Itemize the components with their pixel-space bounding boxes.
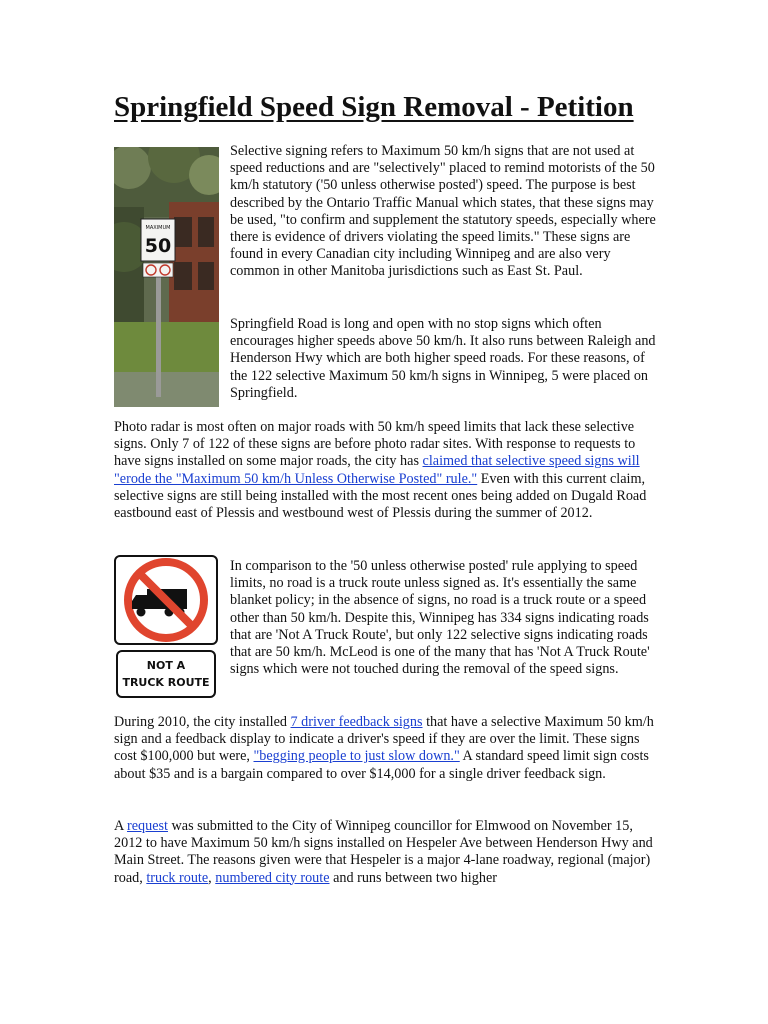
photo-sign-top-text: MAXIMUM	[145, 225, 171, 231]
not-a-truck-route-sign	[114, 555, 218, 699]
numbered-city-route-link[interactable]: numbered city route	[215, 869, 330, 886]
paragraph-selective-signing: Selective signing refers to Maximum 50 km/h signs that are not used at speed reductions and are "selectively" placed to remind motorists of the 50 km/h statutory ('50 unless otherwise posted') speed. The purpose is best described by the Ontario Traffic Manual which states, that these signs may be used, "to confirm and supplement the statutory speeds, especially where there is evidence of drivers violating the speed limits." These signs are found in every Canadian city including Winnipeg and are also very common in other Manitoba jurisdictions such as East St. Paul.	[230, 143, 656, 280]
photo-sign-number: 50	[144, 235, 172, 257]
truck-sign-label-line2: TRUCK ROUTE	[122, 676, 210, 689]
paragraph-photo-radar	[114, 419, 659, 522]
paragraph-driver-feedback	[114, 714, 659, 783]
paragraph-text: and runs between two higher	[329, 869, 497, 886]
paragraph-text: A	[114, 818, 128, 834]
paragraph-text: During 2010, the city installed	[114, 714, 291, 730]
paragraph-springfield-road: Springfield Road is long and open with no stop signs which often encourages higher speeds above 50 km/h. It also runs between Raleigh and Henderson Hwy which are both higher speed roads. For these reasons, of the 122 selective Maximum 50 km/h signs in Winnipeg, 5 were placed on Springfield.	[230, 316, 656, 401]
paragraph-truck-route: In comparison to the '50 unless otherwise posted' rule applying to speed limits, no road is a truck route unless signed as. It's essentially the same blanket policy; in the absence of signs, no road is a truck route or a speed other than 50 km/h. Despite this, Winnipeg has 334 signs indicating roads that are 'Not A Truck Route', but only 122 selective signs indicating roads that are 50 km/h. McLeod is one of the many that has 'Not A Truck Route' signs which were not touched during the removal of the speed signs.	[230, 558, 650, 678]
erode-rule-link[interactable]: claimed that selective speed signs will "erode the "Maximum 50 km/h Unless Otherwise Posted" rule."	[114, 453, 640, 487]
paragraph-text: A standard speed limit sign costs about $35 and is a bargain compared to over $14,000 for a single driver feedback sign.	[114, 748, 649, 782]
truck-route-link[interactable]: truck route	[146, 869, 209, 886]
paragraph-text: that have a selective Maximum 50 km/h sign and a feedback display to indicate a driver's speed if they are over the limit. These signs cost $100,000 but were,	[114, 714, 654, 765]
truck-sign-label-line1: NOT A	[146, 659, 186, 672]
paragraph-text: was submitted to the City of Winnipeg councillor for Elmwood on November 15, 2012 to have Maximum 50 km/h signs installed on Hespeler Ave between Henderson Hwy and Main Street. The reasons given were that Hespeler is a major 4-lane roadway, regional (major) road,	[114, 818, 653, 886]
paragraph-text: Even with this current claim, selective signs are still being installed with the most recent ones being added on Dugald Road eastbound east of Plessis and westbound west of Plessis during the summer of 2012.	[114, 470, 647, 522]
paragraph-text: Photo radar is most often on major roads with 50 km/h speed limits that lack these selective signs. Only 7 of 122 of these signs are before photo radar sites. With response to requests to have signs installed on some major roads, the city has	[114, 419, 636, 470]
request-link[interactable]: request	[127, 818, 168, 834]
truck-sign-graphic	[114, 555, 218, 699]
speed-sign-photo-graphic	[114, 147, 219, 407]
page-title: Springfield Speed Sign Removal - Petition	[114, 91, 634, 123]
begging-people-link[interactable]: "begging people to just slow down."	[253, 748, 460, 765]
paragraph-text: ,	[208, 869, 216, 886]
driver-feedback-signs-link[interactable]: 7 driver feedback signs	[290, 714, 423, 730]
paragraph-hespeler-request	[114, 818, 659, 887]
speed-sign-photo	[114, 147, 219, 407]
